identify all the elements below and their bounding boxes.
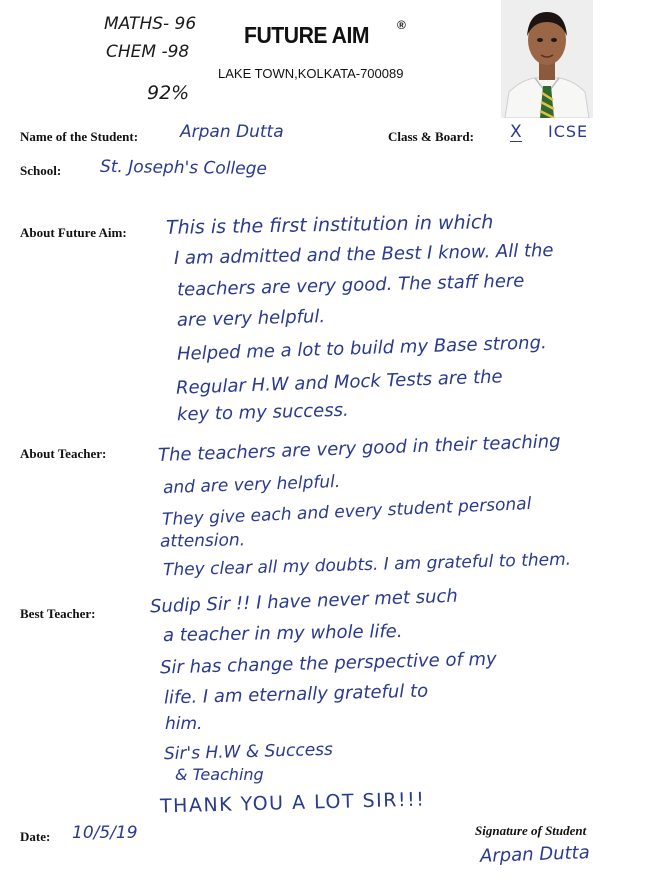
maths-mark: MATHS- 96 [104, 14, 197, 34]
future-aim-line-5: Helped me a lot to build my Base strong. [176, 332, 548, 365]
future-aim-line-6: Regular H.W and Mock Tests are the [175, 366, 503, 399]
teacher-line-4: attension. [159, 530, 246, 552]
about-future-aim-label: About Future Aim: [20, 225, 127, 240]
future-aim-line-7: key to my success. [176, 399, 349, 426]
student-name-label: Name of the Student: [20, 129, 139, 144]
school-label: School: [20, 163, 62, 178]
best-teacher-line-7: & Teaching [175, 765, 264, 784]
future-aim-line-1: This is the first institution in which [165, 211, 494, 239]
registered-mark: ® [397, 18, 406, 32]
institute-title: FUTURE AIM [244, 22, 370, 48]
best-teacher-line-8: THANK YOU A LOT SIR!!! [159, 788, 426, 818]
date-value: 10/5/19 [72, 823, 138, 843]
best-teacher-line-5: him. [165, 714, 203, 734]
student-signature: Arpan Dutta [479, 842, 591, 867]
date-label: Date: [20, 829, 51, 844]
class-value: X [510, 122, 522, 142]
class-board-label: Class & Board: [388, 129, 474, 144]
best-teacher-label: Best Teacher: [20, 606, 96, 621]
percent-mark: 92% [147, 82, 190, 104]
teacher-line-3: They give each and every student personal [161, 493, 532, 531]
teacher-line-5: They clear all my doubts. I am grateful to them. [162, 549, 572, 581]
chem-mark: CHEM -98 [106, 42, 190, 62]
future-aim-line-3: teachers are very good. The staff here [176, 270, 525, 301]
teacher-line-2: and are very helpful. [162, 471, 341, 499]
future-aim-line-4: are very helpful. [176, 306, 326, 331]
signature-label: Signature of Student [475, 823, 587, 838]
best-teacher-line-4: life. I am eternally grateful to [163, 680, 429, 709]
teacher-line-1: The teachers are very good in their teaching [157, 430, 561, 467]
future-aim-line-2: I am admitted and the Best I know. All the [173, 240, 554, 269]
best-teacher-line-3: Sir has change the perspective of my [159, 648, 497, 679]
student-photo [501, 0, 593, 118]
school-value: St. Joseph's College [99, 156, 268, 180]
best-teacher-line-1: Sudip Sir !! I have never met such [149, 585, 459, 618]
best-teacher-line-2: a teacher in my whole life. [162, 620, 403, 647]
board-value: ICSE [548, 122, 589, 141]
about-teacher-label: About Teacher: [20, 446, 107, 461]
best-teacher-line-6: Sir's H.W & Success [163, 739, 334, 765]
student-name-value: Arpan Dutta [180, 122, 284, 142]
institute-address: LAKE TOWN,KOLKATA-700089 [218, 66, 404, 81]
